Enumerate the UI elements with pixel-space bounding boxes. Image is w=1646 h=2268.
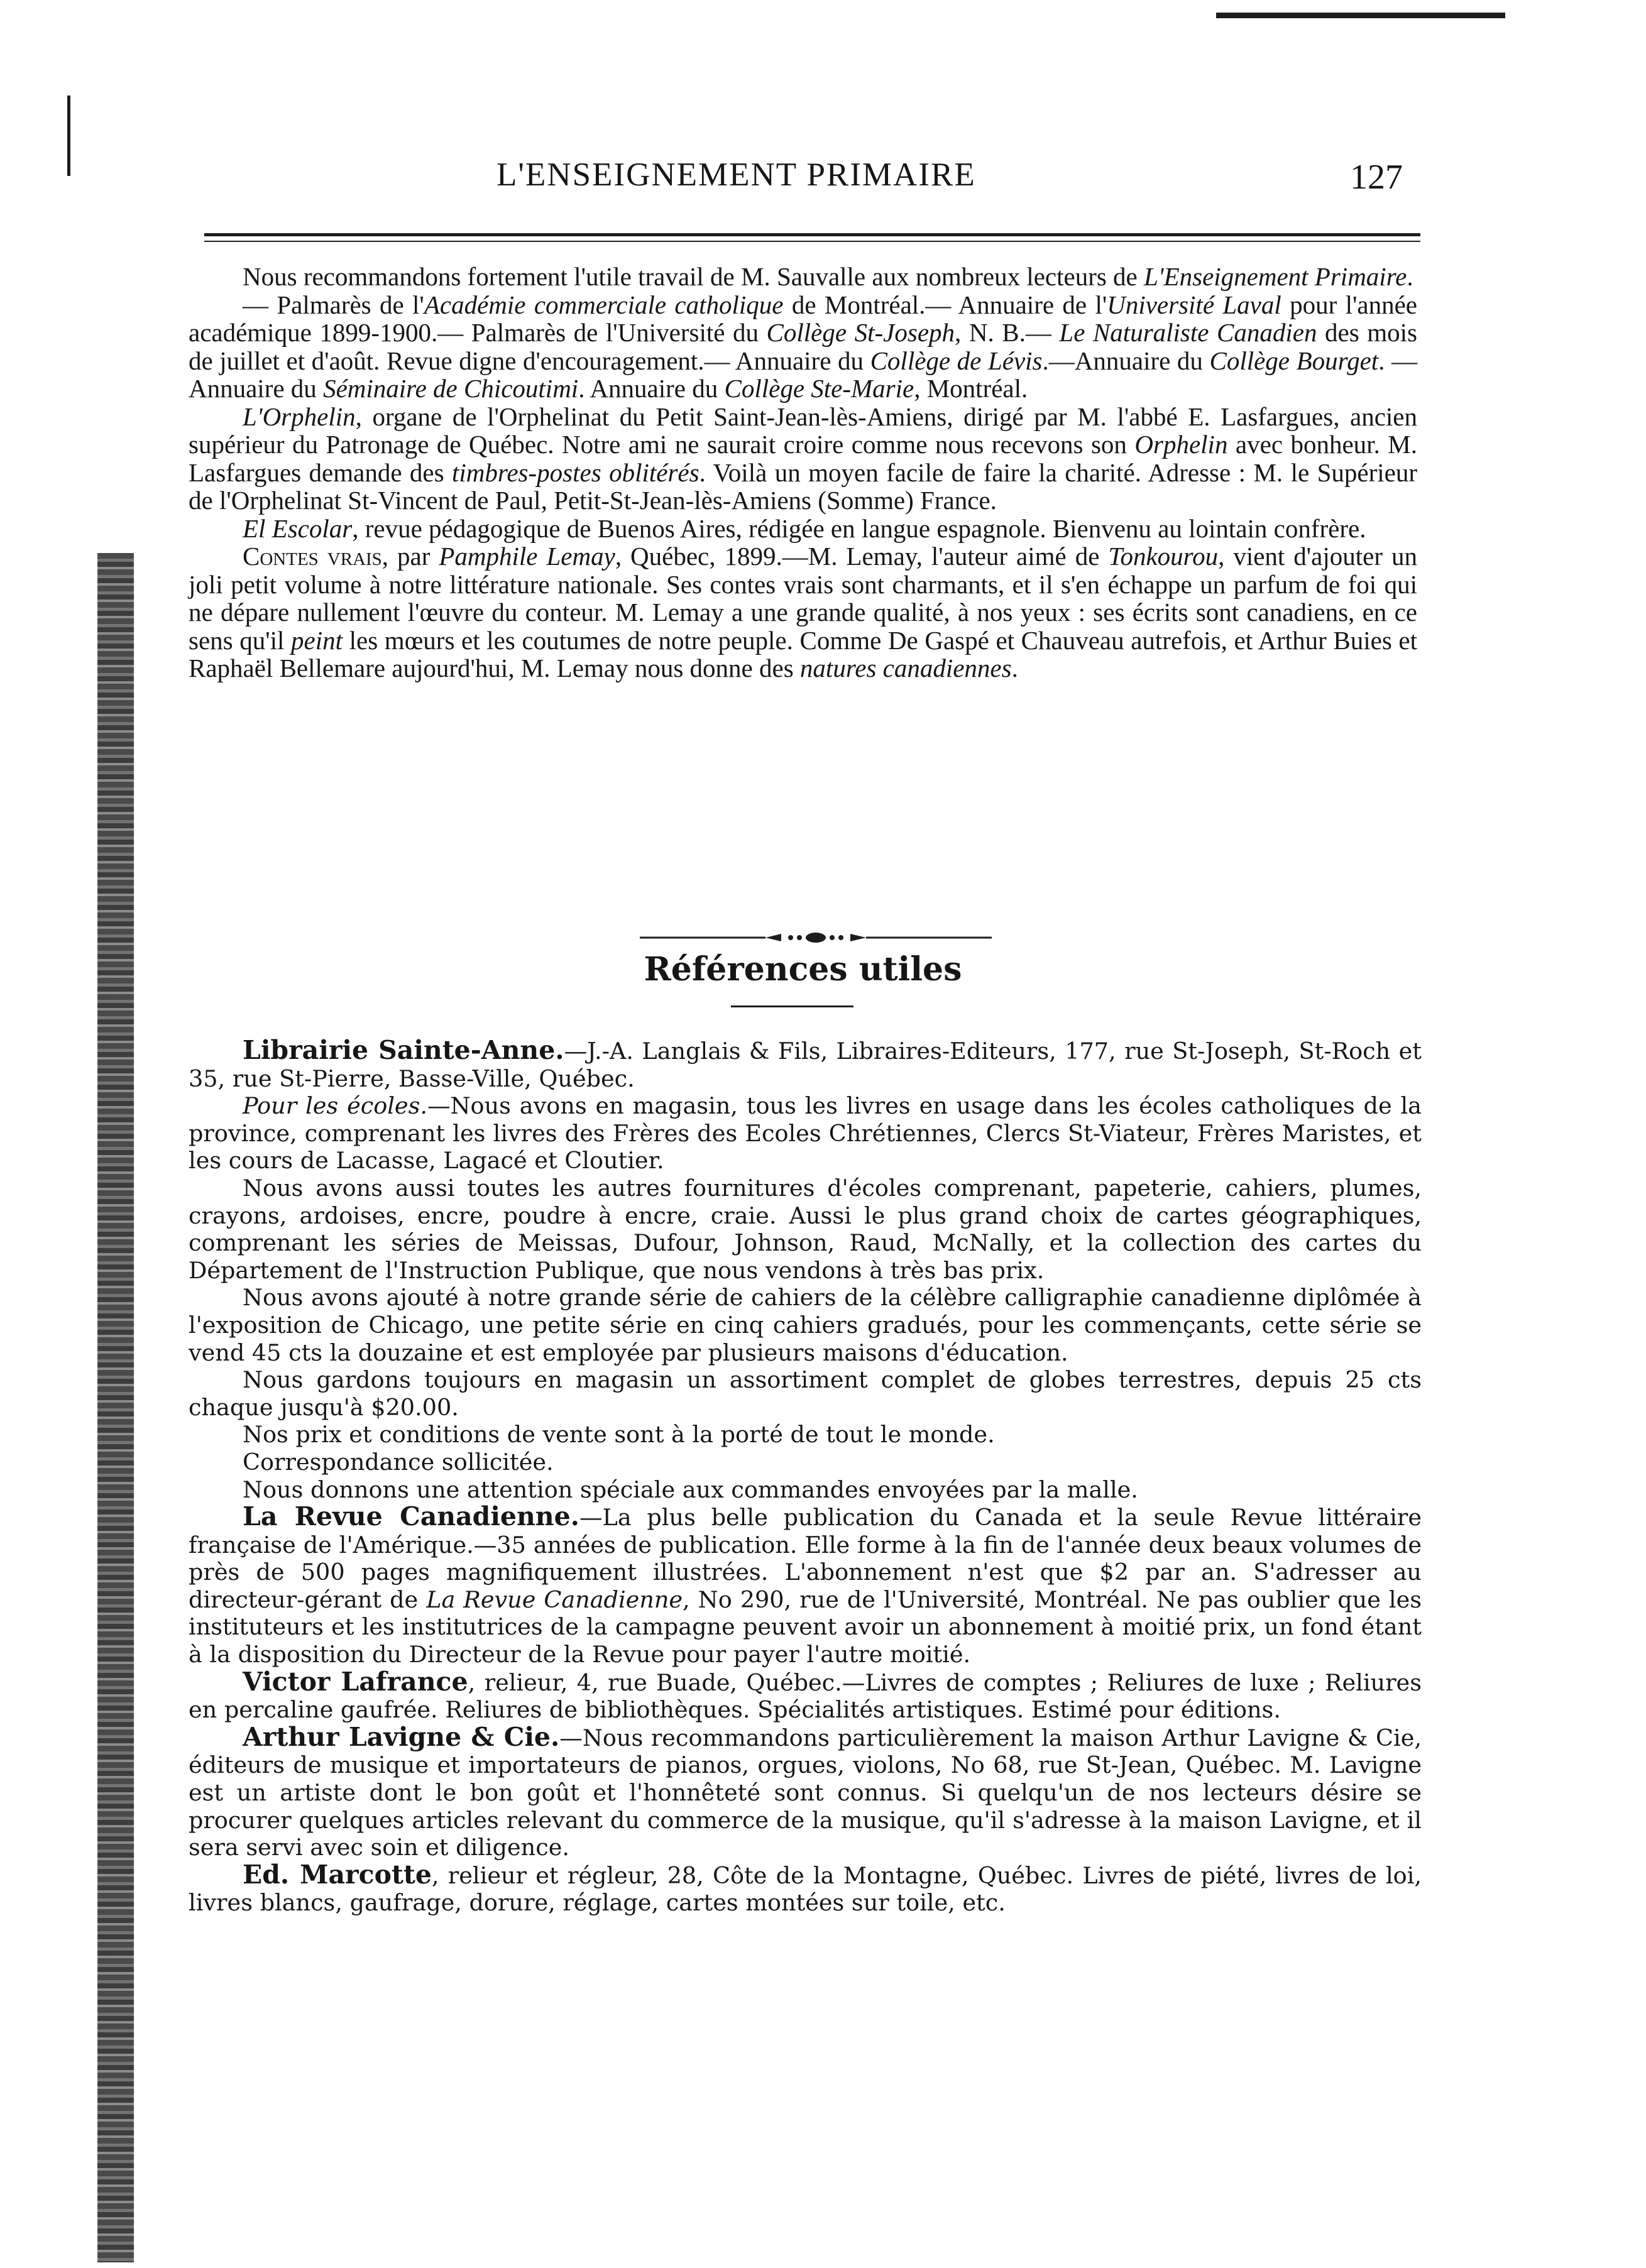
- notice-annuaires: — Palmarès de l'Académie commerciale catholique de Montréal.— Annuaire de l'Université Laval pour l'année académique 1899-1900.— Palmarès de l'Université du Collège St-Joseph, N. B.— Le Naturaliste Canadien des mois de juillet et d'août. Revue digne d'encouragement.— Annuaire du Collège de Lévis.—Annuaire du Collège Bourget. —Annuaire du Séminaire de Chicoutimi. Annuaire du Collège Ste-Marie, Montréal.: [189, 290, 1418, 403]
- ref-sainte-anne-commandes: Nous donnons une attention spéciale aux commandes envoyées par la malle.: [243, 1476, 1138, 1503]
- ref-revue-canadienne: La Revue Canadienne.—La plus belle publication du Canada et la seule Revue littéraire française de l'Amérique.—35 années de publication. Elle forme à la fin de l'année deux beaux volumes de près de 500 pages magnifiquement illustrées. L'abonnement n'est que $2 par an. S'adresser au directeur-gérant de La Revue Canadienne, No 290, rue de l'Université, Montréal. Ne pas oublier que les instituteurs et les institutrices de la campagne peuvent avoir un abonnement à moitié prix, un fond étant à la disposition du Directeur de la Revue pour payer l'autre moitié.: [189, 1501, 1422, 1668]
- notice-sauvalle: Nous recommandons fortement l'utile travail de M. Sauvalle aux nombreux lecteurs de L'Enseignement Primaire.: [243, 262, 1413, 291]
- ref-ed-marcotte: Ed. Marcotte, relieur et régleur, 28, Côte de la Montagne, Québec. Livres de piété, livres de loi, livres blancs, gaufrage, dorure, réglage, cartes montées sur toile, etc.: [189, 1859, 1422, 1917]
- ref-sainte-anne-globes: Nous gardons toujours en magasin un assortiment complet de globes terrestres, depuis 25 cts chaque jusqu'à $20.00.: [189, 1366, 1422, 1421]
- notice-contes-vrais: Contes vrais, par Pamphile Lemay, Québec, 1899.—M. Lemay, l'auteur aimé de Tonkourou, vient d'ajouter un joli petit volume à notre littérature nationale. Ses contes vrais sont charmants, et il s'en échappe un parfum de foi qui ne dépare nullement l'œuvre du conteur. M. Lemay a une grande qualité, à nos yeux : ses écrits sont canadiens, en ce sens qu'il peint les mœurs et les coutumes de notre peuple. Comme De Gaspé et Chauveau autrefois, et Arthur Buies et Raphaël Bellemare aujourd'hui, M. Lemay nous donne des natures canadiennes.: [189, 542, 1418, 682]
- ornament-divider: [640, 931, 992, 944]
- scan-mark-left: [67, 96, 70, 176]
- ref-sainte-anne-cahiers: Nous avons ajouté à notre grande série de cahiers de la célèbre calligraphie canadienne diplômée à l'exposition de Chicago, une petite série en cinq cahiers gradués, pour les commençants, cette série se vend 45 cts la douzaine et est employée par plusieurs maisons d'éducation.: [189, 1284, 1422, 1366]
- ref-victor-lafrance: Victor Lafrance, relieur, 4, rue Buade, Québec.—Livres de comptes ; Reliures de luxe ; Reliures en percaline gaufrée. Reliures de bibliothèques. Spécialités artistiques. Estimé pour éditions.: [189, 1666, 1422, 1724]
- binding-shadow: [97, 553, 134, 2262]
- ref-sainte-anne-fournitures: Nous avons aussi toutes les autres fournitures d'écoles comprenant, papeterie, cahiers, plumes, crayons, ardoises, encre, poudre à encre, craie. Aussi le plus grand choix de cartes géographiques, comprenant les séries de Meissas, Dufour, Johnson, Raud, McNally, et la collection des cartes du Département de l'Instruction Publique, que nous vendons à très bas prix.: [189, 1174, 1422, 1284]
- ref-librairie-sainte-anne: Librairie Sainte-Anne.—J.-A. Langlais & Fils, Libraires-Editeurs, 177, rue St-Joseph, St-Roch et 35, rue St-Pierre, Basse-Ville, Québec.: [189, 1035, 1422, 1092]
- running-head: L'ENSEIGNEMENT PRIMAIRE: [497, 156, 976, 193]
- notices-section: [189, 263, 1417, 682]
- scan-mark-top-right: [1216, 13, 1505, 18]
- ref-sainte-anne-prix: Nos prix et conditions de vente sont à la porté de tout le monde.: [243, 1421, 995, 1449]
- section-heading: Références utiles: [644, 950, 962, 989]
- references-section: [189, 1037, 1422, 1917]
- heading-underline: [731, 1005, 853, 1007]
- notice-orphelin: L'Orphelin, organe de l'Orphelinat du Petit Saint-Jean-lès-Amiens, dirigé par M. l'abbé E. Lasfargues, ancien supérieur du Patronage de Québec. Notre ami ne saurait croire comme nous recevons son Orphelin avec bonheur. M. Lasfargues demande des timbres-postes oblitérés. Voilà un moyen facile de faire la charité. Adresse : M. le Supérieur de l'Orphelinat St-Vincent de Paul, Petit-St-Jean-lès-Amiens (Somme) France.: [189, 402, 1417, 515]
- notice-el-escolar: El Escolar, revue pédagogique de Buenos Aires, rédigée en langue espagnole. Bienvenu au lointain confrère.: [243, 513, 1366, 543]
- ref-sainte-anne-ecoles: Pour les écoles.—Nous avons en magasin, tous les livres en usage dans les écoles catholiques de la province, comprenant les livres des Frères des Ecoles Chrétiennes, Clercs St-Viateur, Frères Maristes, et les cours de Lacasse, Lagacé et Cloutier.: [189, 1092, 1422, 1175]
- page-number: 127: [1350, 158, 1403, 197]
- header-rule-thick: [204, 233, 1420, 236]
- ref-arthur-lavigne: Arthur Lavigne & Cie.—Nous recommandons particulièrement la maison Arthur Lavigne & Cie, éditeurs de musique et importateurs de pianos, orgues, violons, No 68, rue St-Jean, Québec. M. Lavigne est un artiste dont le bon goût et l'honnêteté sont connus. Si quelqu'un de nos lecteurs désire se procurer quelques articles relevant du commerce de la musique, qu'il s'adresse à la maison Lavigne, et il sera servi avec soin et diligence.: [189, 1721, 1422, 1861]
- ref-sainte-anne-correspondance: Correspondance sollicitée.: [243, 1448, 554, 1476]
- header-rule-thin: [204, 241, 1420, 242]
